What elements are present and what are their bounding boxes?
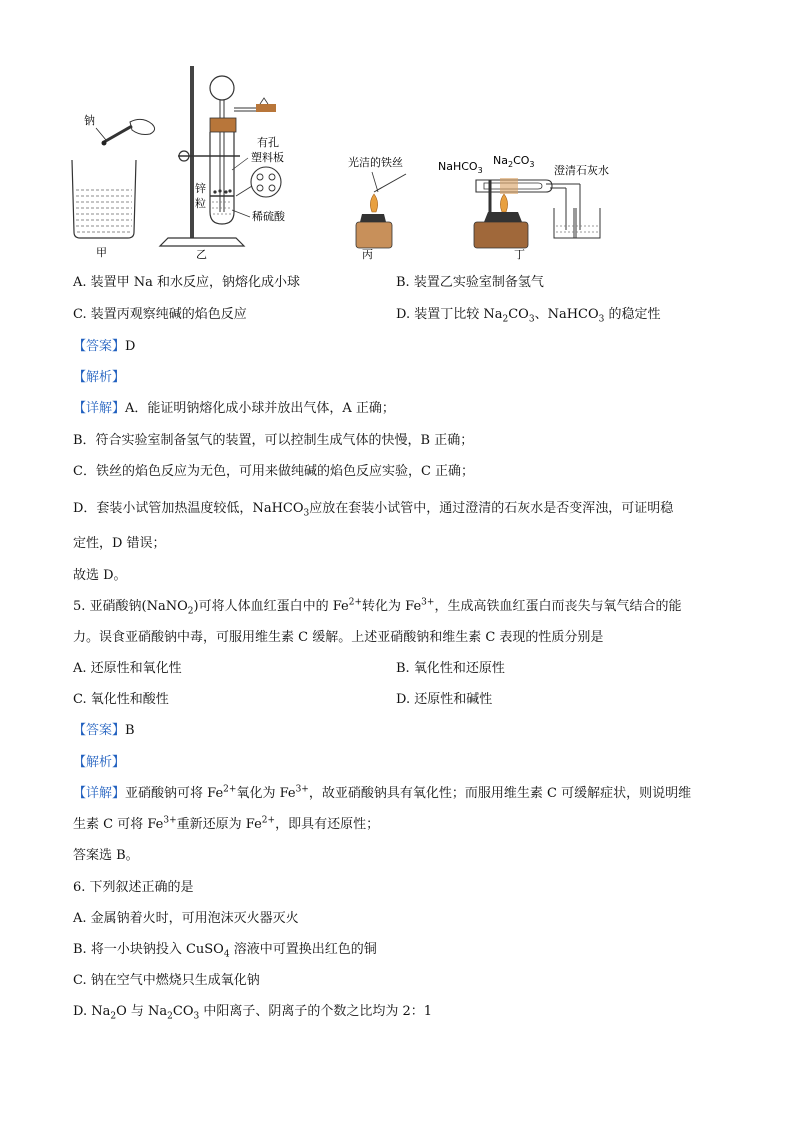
zinc-label-2: 粒 (195, 197, 206, 210)
plastic-label-1: 有孔 (257, 136, 279, 149)
q5-answer: 【答案】B (73, 723, 135, 738)
q4-detail-c: C．铁丝的焰色反应为无色，可用来做纯碱的焰色反应实验，C 正确； (73, 464, 475, 479)
q4-detail-b: B．符合实验室制备氢气的装置，可以控制生成气体的快慢，B 正确； (73, 433, 474, 448)
label-jia: 甲 (96, 246, 107, 259)
nahco3-label: NaHCO$_3$ (438, 160, 483, 175)
label-bing: 丙 (362, 248, 373, 261)
q6-option-a: A. 金属钠着火时，可用泡沫灭火器灭火 (73, 911, 299, 926)
apparatus-drawing (60, 62, 740, 262)
q5-conclusion: 答案选 B。 (73, 848, 139, 863)
q5-detail-line2: 生素 C 可将 $Fe^{3+}$重新还原为 $Fe^{2+}$，即具有还原性； (73, 815, 380, 832)
q5-analysis-tag: 【解析】 (73, 755, 126, 770)
q6-option-d: D. $Na_2O$ 与 $Na_2CO_3$ 中阳离子、阴离子的个数之比均为 2：1 (73, 1004, 433, 1022)
q5-stem-line2: 力。误食亚硝酸钠中毒，可服用维生素 C 缓解。上述亚硝酸钠和维生素 C 表现的性质分别是 (73, 630, 604, 645)
plastic-label-2: 塑料板 (251, 151, 284, 164)
zinc-label-1: 锌 (195, 182, 206, 195)
answer-tag: 【答案】 (73, 339, 126, 354)
q5-option-a: A. 还原性和氧化性 (73, 661, 182, 676)
q5-stem-line1: 5. 亚硝酸钠(NaNO$_2$)可将人体血红蛋白中的 $Fe^{2+}$转化为 $Fe^{3+}$，生成高铁血红蛋白而丧失与氧气结合的能 (73, 597, 682, 617)
q5-option-b: B. 氧化性和还原性 (396, 661, 505, 676)
apparatus-jia (72, 113, 155, 259)
acid-label: 稀硫酸 (252, 210, 285, 223)
label-yi: 乙 (196, 248, 207, 261)
na2co3-label: $Na_2CO_3$ (493, 154, 535, 169)
q4-answer: 【答案】D (73, 339, 136, 354)
q4-detail-d-line2: 定性，D 错误； (73, 536, 166, 551)
q4-analysis-tag: 【解析】 (73, 370, 126, 385)
q4-option-c: C. 装置丙观察纯碱的焰色反应 (73, 307, 247, 322)
apparatus-figure (60, 62, 740, 262)
q5-detail-line1: 【详解】亚硝酸钠可将 $Fe^{2+}$氧化为 $Fe^{3+}$，故亚硝酸钠具有氧化性；而服用维生素 C 可缓解症状，则说明维 (73, 784, 692, 801)
iron-wire-label: 光洁的铁丝 (348, 156, 403, 169)
q4-option-a: A. 装置甲 Na 和水反应，钠熔化成小球 (73, 275, 301, 290)
q4-option-d: D. 装置丁比较 $Na_2CO_3$、NaHCO$_3$ 的稳定性 (396, 307, 661, 325)
apparatus-yi (160, 66, 286, 261)
q6-stem: 6. 下列叙述正确的是 (73, 880, 194, 895)
q6-option-c: C. 钠在空气中燃烧只生成氧化钠 (73, 973, 260, 988)
apparatus-ding (438, 154, 609, 261)
q5-option-d: D. 还原性和碱性 (396, 692, 493, 707)
q6-option-b: B. 将一小块钠投入 CuSO$_4$ 溶液中可置换出红色的铜 (73, 942, 377, 960)
q4-option-b: B. 装置乙实验室制备氢气 (396, 275, 544, 290)
q4-detail-d-line1: D．套装小试管加热温度较低，NaHCO$_3$应放在套装小试管中，通过澄清的石灰水是否变浑浊，可证明稳 (73, 501, 674, 519)
limewater-label: 澄清石灰水 (554, 164, 609, 177)
apparatus-bing (348, 155, 406, 261)
q5-option-c: C. 氧化性和酸性 (73, 692, 169, 707)
q4-conclusion: 故选 D。 (73, 568, 127, 583)
label-ding: 丁 (514, 248, 525, 261)
sodium-label: 钠 (84, 114, 95, 127)
q4-detail-a: 【详解】A．能证明钠熔化成小球并放出气体，A 正确； (73, 401, 395, 416)
